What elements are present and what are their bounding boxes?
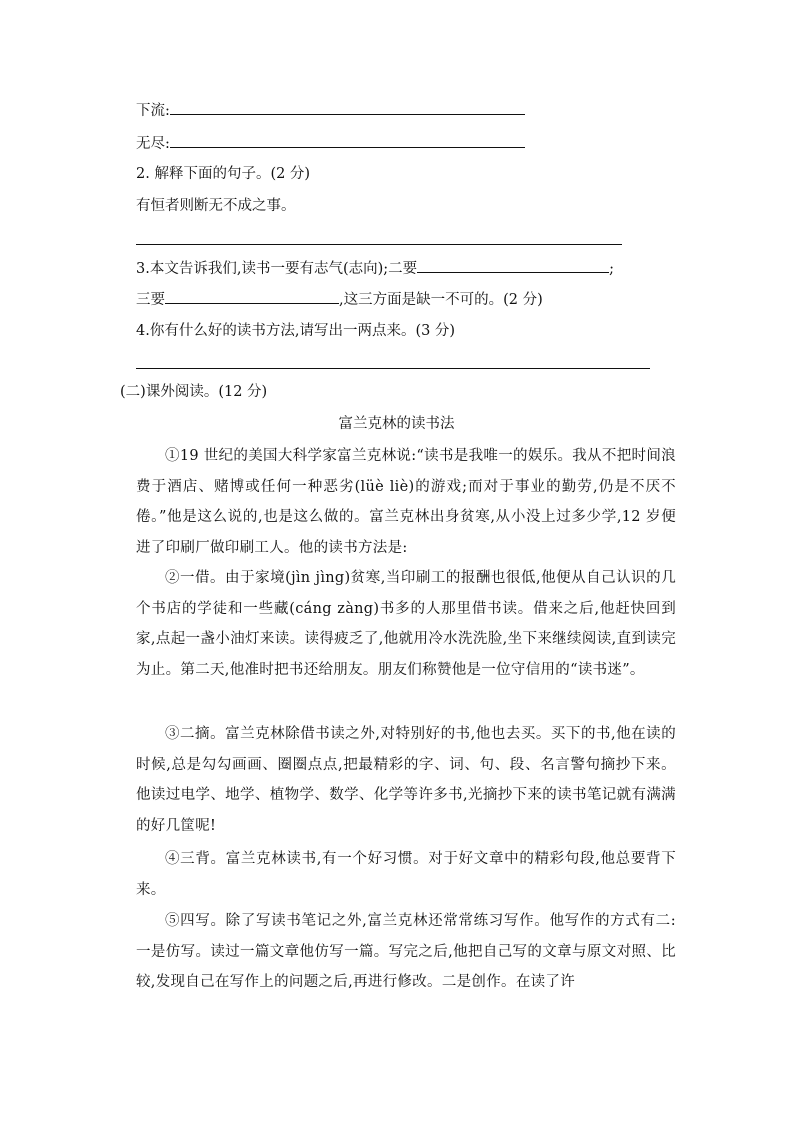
question-3-text-3: ,这三方面是缺一不可的。(2 分): [339, 292, 543, 308]
wujin-answer-blank[interactable]: [170, 133, 525, 148]
question-3-semicolon: ;: [609, 261, 615, 277]
vocab-xialiu: [136, 100, 525, 121]
question-4: 4.你有什么好的读书方法,请写出一两点来。(3 分): [136, 323, 456, 339]
xialiu-label: 下流:: [136, 103, 170, 119]
xialiu-answer-blank[interactable]: [170, 100, 525, 115]
question-2-sentence: 有恒者则断无不成之事。: [136, 198, 296, 214]
paragraph-4: ④三背。富兰克林读书,有一个好习惯。对于好文章中的精彩句段,他总要背下来。: [136, 851, 676, 898]
question-3-text-1: 3.本文告诉我们,读书一要有志气(志向);二要: [136, 261, 418, 277]
question-3-line-2: [136, 289, 543, 310]
vocab-wujin: [136, 133, 525, 154]
question-3-blank-2[interactable]: [417, 258, 609, 273]
paragraph-3: ③二摘。富兰克林除借书读之外,对特别好的书,他也去买。买下的书,他在读的时候,总是勾勾画画、圈圈点点,把最精彩的字、词、句、段、名言警句摘抄下来。他读过电学、地学、植物学、数学、化学等许多书,光摘抄下来的读书笔记就有满满的好几筐呢!: [136, 726, 676, 834]
wujin-label: 无尽:: [136, 136, 170, 152]
question-2: 2. 解释下面的句子。(2 分): [136, 166, 311, 182]
paragraph-5: ⑤四写。除了写读书笔记之外,富兰克林还常常练习写作。他写作的方式有二:一是仿写。读过一篇文章他仿写一篇。写完之后,他把自己写的文章与原文对照、比较,发现自己在写作上的问题之后,再进行修改。二是创作。在读了许: [136, 913, 676, 990]
section-heading: (二)课外阅读。(12 分): [120, 384, 268, 400]
question-3-text-2: 三要: [136, 292, 165, 308]
article-title: 富兰克林的读书法: [338, 416, 455, 432]
question-3-blank-3[interactable]: [165, 289, 339, 304]
question-2-answer-line[interactable]: [136, 244, 622, 245]
question-3-line-1: [136, 258, 614, 279]
paragraph-2: ②一借。由于家境(jìn jìng)贫寒,当印刷工的报酬也很低,他便从自己认识的几个书店的学徒和一些藏(cáng zàng)书多的人那里借书读。借来之后,他赶快回到家,点起一盏小油灯来读。读得疲乏了,他就用冷水洗洗脸,坐下来继续阅读,直到读完为止。第二天,他准时把书还给朋友。朋友们称赞他是一位守信用的“读书迷”。: [136, 570, 676, 678]
question-4-answer-line[interactable]: [136, 368, 650, 369]
paragraph-1: ①19 世纪的美国大科学家富兰克林说:“读书是我唯一的娱乐。我从不把时间浪费于酒店、赌博或任何一种恶劣(lüè liè)的游戏;而对于事业的勤劳,仍是不厌不倦。”他是这么说的,也是这么做的。富兰克林出身贫寒,从小没上过多少学,12 岁便进了印刷厂做印刷工人。他的读书方法是:: [136, 448, 676, 556]
